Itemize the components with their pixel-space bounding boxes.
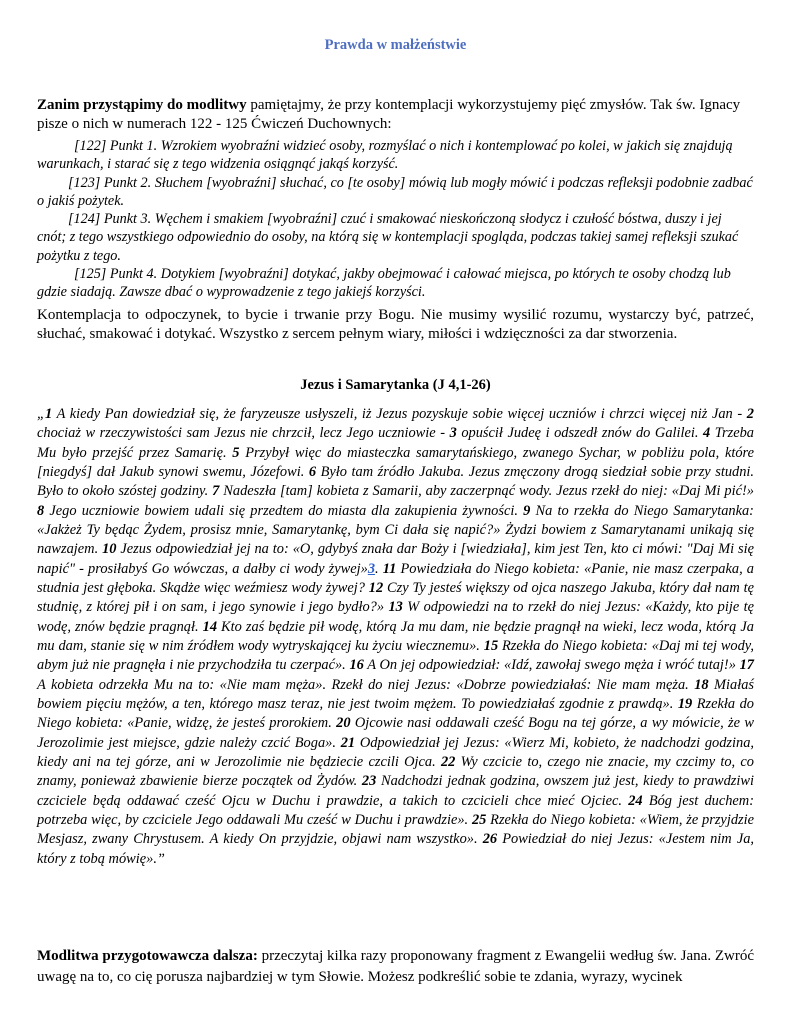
verse-number: 17: [739, 657, 754, 674]
verse-text: Powiedział do niej Jezus: «Jestem nim Ja, który z tobą mówię».”: [37, 831, 755, 867]
verse-text: Trzeba Mu było przejść przez Samarię.: [37, 425, 754, 461]
point-124: [124] Punkt 3. Węchem i smakiem [wyobraźni] czuć i smakować nieskończoną słodycz i czułość bóstwa, duszy i jej cnót; z tego wszystkiego odpowiednio do osoby, na którą się w kontemplacji spogląda, podczas takiej samej refleksji szukać pożytku z tego.: [37, 211, 739, 264]
verses-11-26: [37, 561, 754, 867]
verse-number: 23: [361, 773, 377, 790]
verse-number: 10: [102, 541, 117, 558]
verses-1-10: [37, 406, 754, 577]
verse-number: 19: [677, 695, 693, 712]
verse-text: Rzekła do Niego kobieta: «Panie, widzę, że jesteś prorokiem.: [37, 695, 754, 732]
verse-number: 3: [449, 425, 457, 442]
verse-number: 12: [368, 579, 384, 596]
verse-text: Odpowiedział jej Jezus: «Wierz Mi, kobieto, że nadchodzi godzina, kiedy ani na tej górze, ani w Jerozolimie nie będziecie czcili Ojca.: [37, 734, 754, 770]
verse-text: Rzekła do Niego kobieta: «Daj mi tej wody, abym już nie pragnęła i nie przychodziła tu czerpać».: [37, 637, 754, 674]
verse-number: 26: [482, 831, 498, 848]
verse-text: Powiedziała do Niego kobieta: «Panie, nie masz czerpaka, a studnia jest głęboka. Skądże więc weźmiesz wody żywej?: [37, 560, 755, 596]
point-122: [122] Punkt 1. Wzrokiem wyobraźni widzieć osoby, rozmyślać o nich i kontemplować po kolei, w jakich się znajdują warunkach, i starać się z tego widzenia osiągnąć jakąś korzyść.: [37, 138, 733, 173]
verse-text: Miałaś bowiem pięciu mężów, a ten, którego masz teraz, nie jest twoim mężem. To powiedziałaś zgodnie z prawdą».: [37, 676, 754, 712]
verse-number: 9: [523, 502, 531, 519]
verse-text: Czy Ty jesteś większy od ojca naszego Jakuba, który dał nam tę studnię, z której pił i on sam, i jego synowie i jego bydło?»: [37, 579, 755, 616]
verse-number: 5: [232, 444, 240, 461]
verse-number: 6: [308, 463, 317, 480]
prayer-bold-lead: Modlitwa przygotowawcza dalsza:: [37, 948, 258, 964]
prayer-text: przeczytaj kilka razy proponowany fragment z Ewangelii według św. Jana. Zwróć uwagę na to, co cię porusza najbardziej w tym Słowie. Możesz podkreślić sobie te zdania, wyrazy, wycinek: [37, 948, 754, 985]
verse-number: 25: [471, 811, 487, 828]
verse-number: 2: [746, 406, 754, 422]
verse-text: Jego uczniowie bowiem udali się przedtem do miasta dla zakupienia żywności.: [44, 502, 524, 519]
verse-text: A kiedy Pan dowiedział się, że faryzeusze usłyszeli, iż Jezus pozyskuje sobie więcej uczniów i chrzci więcej niż Jan -: [52, 406, 747, 422]
verse-text: Wy czcicie to, czego nie znacie, my czcimy to, co znamy, ponieważ zbawienie bierze początek od Żydów.: [37, 753, 754, 790]
verse-number: 15: [483, 637, 499, 654]
verse-number: 14: [202, 618, 218, 635]
verse-text: Było tam źródło Jakuba. Jezus zmęczony drogą siedział sobie przy studni. Było to około szóstej godziny.: [37, 463, 755, 500]
contemplation-paragraph: Kontemplacja to odpoczynek, to bycie i trwanie przy Bogu. Nie musimy wysilić rozumu, wystarczy być, patrzeć, słuchać, smakować i dotykać. Wszystko z sercem pełnym wiary, miłości i wdzięczności za dar stworzenia.: [37, 307, 754, 342]
intro-bold-lead: Zanim przystąpimy do modlitwy: [37, 97, 247, 113]
verse-text: Kto zaś będzie pił wodę, którą Ja mu dam, nie będzie pragnął na wieki, lecz woda, którą Ja mu dam, stanie się w nim źródłem wody wytryskającej ku życiu wiecznemu».: [37, 618, 754, 654]
verse-text: chociaż w rzeczywistości sam Jezus nie chrzcił, lecz Jego uczniowie -: [37, 425, 450, 442]
preparatory-prayer-paragraph: [37, 946, 754, 988]
verse-number: 13: [388, 599, 403, 616]
verse-number: 8: [37, 502, 45, 519]
intro-text: pamiętajmy, że przy kontemplacji wykorzystujemy pięć zmysłów. Tak św. Ignacy pisze o nich w numerach 122 - 125 Ćwiczeń Duchownych:: [37, 97, 741, 132]
verse-text: opuścił Judeę i odszedł znów do Galilei.: [456, 425, 704, 442]
verse-text: Nadeszła [tam] kobieta z Samarii, aby zaczerpnąć wody. Jezus rzekł do niej: «Daj Mi pić!»: [219, 483, 754, 500]
point-125: [125] Punkt 4. Dotykiem [wyobraźni] dotykać, jakby obejmować i całować miejsca, po których te osoby chodzą lub gdzie siadają. Zawsze dbać o wyprowadzenie z tego jakiejś korzyści.: [37, 266, 731, 301]
intro-paragraph: [37, 96, 754, 133]
verse-number: 21: [340, 734, 356, 751]
verse-text: Rzekła do Niego kobieta: «Wiem, że przyjdzie Mesjasz, zwany Chrystusem. A kiedy On przyjdzie, objawi nam wszystko».: [37, 811, 755, 848]
verse-text: Przybył więc do miasteczka samarytańskiego, zwanego Sychar, w pobliżu pola, które [niegdyś] dał Jakub synowi swemu, Józefowi.: [37, 444, 754, 480]
verse-number: 1: [45, 406, 53, 422]
verse-text: A kobieta odrzekła Mu na to: «Nie mam męża». Rzekł do niej Jezus: «Dobrze powiedziałaś: Nie mam męża.: [37, 676, 695, 693]
verse-number: 4: [703, 425, 711, 442]
verse-text: Bóg jest duchem: potrzeba więc, by czciciele Jego oddawali Mu cześć w Duchu i prawdzie».: [37, 792, 754, 828]
open-quote: „: [37, 406, 46, 422]
document-title: Prawda w małżeństwie: [324, 37, 467, 53]
verse-number: 24: [628, 792, 643, 809]
verse-text: Jezus odpowiedział jej na to: «O, gdybyś znała dar Boży i [wiedziała], kim jest Ten, kto ci mówi: "Daj Mi się napić" - prosiłabyś Go wówczas, a dałby ci wody żywej»: [37, 541, 754, 577]
verse-number: 20: [336, 715, 351, 732]
footnote-link[interactable]: 3: [367, 560, 376, 577]
verse-text: W odpowiedzi na to rzekł do niej Jezus: «Każdy, kto pije tę wodę, znów będzie pragnął.: [37, 599, 754, 635]
spiritual-exercises-quote: [37, 137, 754, 302]
verse-text: A On jej odpowiedział: «Idź, zawołaj swego męża i wróć tutaj!»: [363, 657, 740, 674]
verse-text: Ojcowie nasi oddawali cześć Bogu na tej górze, a wy mówicie, że w Jerozolimie jest miejsce, gdzie należy czcić Boga».: [37, 715, 754, 751]
scripture-heading: Jezus i Samarytanka (J 4,1-26): [300, 377, 491, 393]
after-footnote: .: [375, 560, 383, 577]
point-123: [123] Punkt 2. Słuchem [wyobraźni] słuchać, co [te osoby] mówią lub mogły mówić i podczas refleksji podobnie zadbać o jakiś pożytek.: [37, 174, 753, 209]
verse-number: 7: [212, 483, 220, 500]
verse-text: Na to rzekła do Niego Samarytanka: «Jakżeż Ty będąc Żydem, prosisz mnie, Samarytankę, bym Ci dała się napić?» Żydzi bowiem z Samarytanami unikają się nawzajem.: [37, 502, 754, 558]
verse-number: 16: [349, 657, 364, 674]
verse-number: 18: [694, 676, 709, 693]
verse-number: 11: [382, 560, 397, 577]
verse-text: Nadchodzi jednak godzina, owszem już jest, kiedy to prawdziwi czciciele będą oddawać cześć Ojcu w Duchu i prawdzie, a takich to czcicieli chce mieć Ojciec.: [37, 773, 754, 809]
verse-number: 22: [440, 753, 456, 770]
scripture-passage: [37, 405, 754, 869]
